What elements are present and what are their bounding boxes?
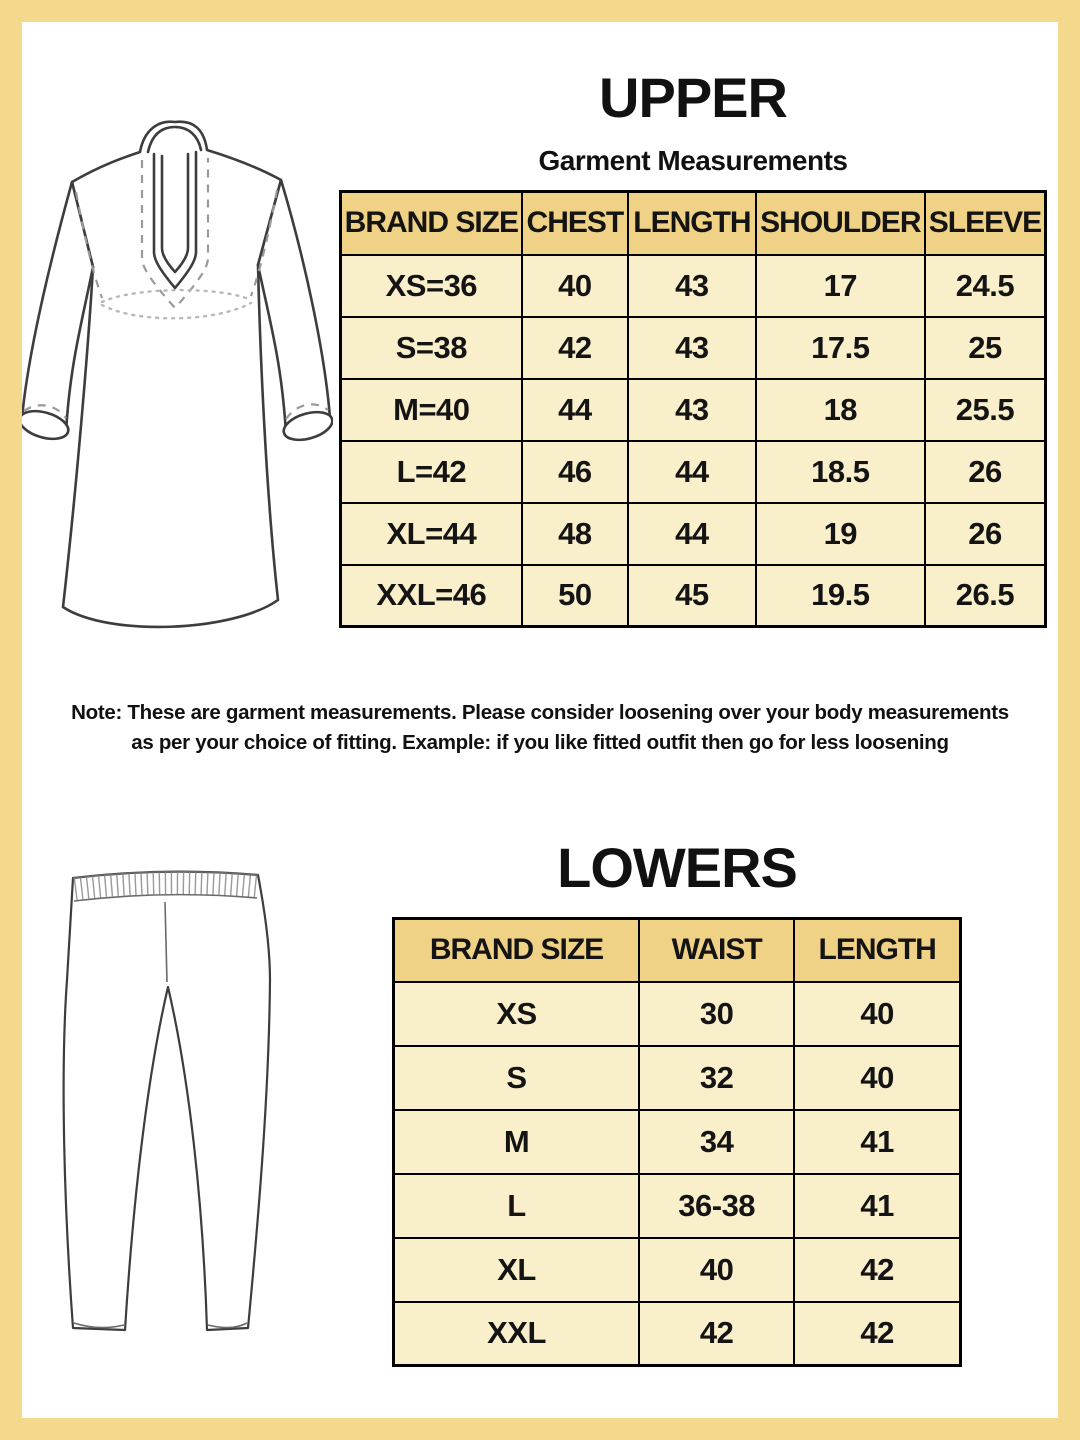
brand-size-cell: XL=44 xyxy=(341,503,522,565)
measurement-cell: 26 xyxy=(925,441,1046,503)
measurement-cell: 19 xyxy=(756,503,925,565)
measurement-cell: 42 xyxy=(639,1302,794,1366)
measurement-cell: 40 xyxy=(639,1238,794,1302)
measurement-cell: 43 xyxy=(628,317,756,379)
measurement-cell: 43 xyxy=(628,255,756,317)
measurement-cell: 26.5 xyxy=(925,565,1046,627)
pants-illustration xyxy=(52,862,297,1347)
pants-outline xyxy=(64,872,270,1330)
measurement-cell: 44 xyxy=(522,379,628,441)
brand-size-cell: XS xyxy=(394,982,640,1046)
brand-size-cell: S xyxy=(394,1046,640,1110)
column-header: SHOULDER xyxy=(756,192,925,255)
column-header: LENGTH xyxy=(794,919,960,982)
measurement-cell: 46 xyxy=(522,441,628,503)
table-header-row xyxy=(341,192,1046,255)
measurement-cell: 44 xyxy=(628,503,756,565)
table-row xyxy=(394,1302,961,1366)
brand-size-cell: M xyxy=(394,1110,640,1174)
measurement-cell: 34 xyxy=(639,1110,794,1174)
measurement-cell: 43 xyxy=(628,379,756,441)
measurement-cell: 42 xyxy=(794,1238,960,1302)
brand-size-cell: L xyxy=(394,1174,640,1238)
column-header: BRAND SIZE xyxy=(341,192,522,255)
brand-size-cell: M=40 xyxy=(341,379,522,441)
measurement-note xyxy=(40,698,1040,758)
column-header: WAIST xyxy=(639,919,794,982)
measurement-cell: 41 xyxy=(794,1110,960,1174)
measurement-cell: 17.5 xyxy=(756,317,925,379)
measurement-cell: 40 xyxy=(522,255,628,317)
kurta-left-sleeve xyxy=(22,182,93,432)
measurement-cell: 18.5 xyxy=(756,441,925,503)
table-row xyxy=(341,441,1046,503)
lowers-size-table xyxy=(392,917,962,1367)
measurement-cell: 50 xyxy=(522,565,628,627)
lowers-section-title: LOWERS xyxy=(557,836,797,899)
table-row xyxy=(341,565,1046,627)
measurement-cell: 45 xyxy=(628,565,756,627)
measurement-cell: 42 xyxy=(794,1302,960,1366)
table-row xyxy=(341,379,1046,441)
measurement-cell: 42 xyxy=(522,317,628,379)
measurement-cell: 19.5 xyxy=(756,565,925,627)
upper-size-table xyxy=(339,190,1047,628)
table-row xyxy=(341,317,1046,379)
measurement-cell: 25.5 xyxy=(925,379,1046,441)
brand-size-cell: L=42 xyxy=(341,441,522,503)
column-header: CHEST xyxy=(522,192,628,255)
measurement-cell: 40 xyxy=(794,982,960,1046)
brand-size-cell: XL xyxy=(394,1238,640,1302)
table-row xyxy=(394,1238,961,1302)
measurement-cell: 25 xyxy=(925,317,1046,379)
measurement-cell: 18 xyxy=(756,379,925,441)
upper-section-title: UPPER xyxy=(599,66,787,129)
measurement-cell: 24.5 xyxy=(925,255,1046,317)
measurement-cell: 26 xyxy=(925,503,1046,565)
measurement-cell: 44 xyxy=(628,441,756,503)
brand-size-cell: XXL xyxy=(394,1302,640,1366)
note-line-1: Note: These are garment measurements. Please consider loosening over your body measurements xyxy=(71,701,1009,724)
table-row xyxy=(394,1110,961,1174)
column-header: BRAND SIZE xyxy=(394,919,640,982)
measurement-cell: 40 xyxy=(794,1046,960,1110)
brand-size-cell: XS=36 xyxy=(341,255,522,317)
measurement-cell: 48 xyxy=(522,503,628,565)
table-row xyxy=(341,255,1046,317)
column-header: LENGTH xyxy=(628,192,756,255)
column-header: SLEEVE xyxy=(925,192,1046,255)
table-row xyxy=(394,1046,961,1110)
brand-size-cell: S=38 xyxy=(341,317,522,379)
table-row xyxy=(394,1174,961,1238)
table-row xyxy=(341,503,1046,565)
measurement-cell: 32 xyxy=(639,1046,794,1110)
brand-size-cell: XXL=46 xyxy=(341,565,522,627)
table-row xyxy=(394,982,961,1046)
measurement-cell: 36-38 xyxy=(639,1174,794,1238)
measurement-cell: 17 xyxy=(756,255,925,317)
kurta-body xyxy=(63,122,281,627)
table-header-row xyxy=(394,919,961,982)
measurement-cell: 30 xyxy=(639,982,794,1046)
measurement-cell: 41 xyxy=(794,1174,960,1238)
kurta-illustration xyxy=(8,112,333,652)
note-line-2: as per your choice of fitting. Example: if you like fitted outfit then go for less loosening xyxy=(131,731,949,754)
upper-section-subtitle: Garment Measurements xyxy=(538,145,848,176)
